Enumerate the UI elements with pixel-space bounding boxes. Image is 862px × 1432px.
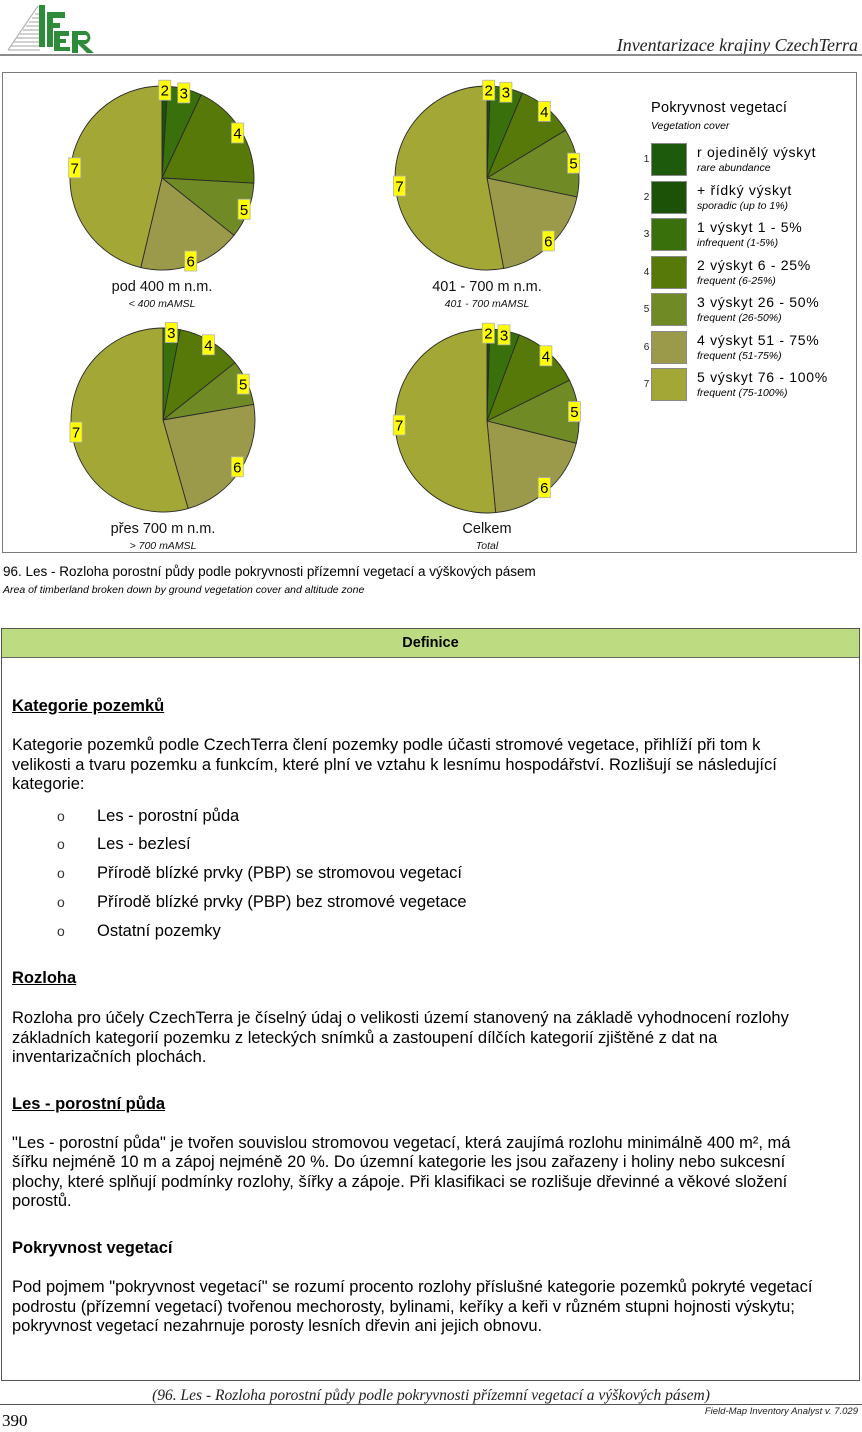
section-paragraph [12, 1134, 790, 1212]
section-heading: Rozloha [12, 968, 77, 987]
paragraph-line: inventarizačních plochách. [12, 1048, 207, 1066]
legend-label: 3 výskyt 26 - 50% [697, 294, 820, 310]
legend-title: Pokryvnost vegetací [651, 100, 788, 116]
paragraph-line: porostů. [12, 1192, 72, 1210]
section-paragraph [12, 1009, 789, 1068]
footer-divider [0, 1404, 862, 1405]
pie-chart [394, 80, 580, 270]
pie-slice-label [540, 346, 552, 366]
pie-slice-label [538, 478, 550, 498]
legend-number: 5 [643, 304, 650, 315]
legend-swatch [651, 368, 687, 401]
pie-slice-label [482, 323, 494, 343]
bullet-icon: o [57, 922, 65, 939]
pie-slice-label [568, 153, 580, 173]
pie-subtitle: > 700 mAMSL [129, 540, 197, 552]
pie-slice-label [231, 457, 243, 477]
list-item-text: Přírodě blízké prvky (PBP) bez stromové vegetace [97, 892, 467, 911]
legend-item [640, 218, 855, 254]
legend-label: r ojedinělý výskyt [697, 144, 817, 160]
legend-item [640, 368, 855, 404]
paragraph-line: Pod pojmem "pokryvnost vegetací" se rozumí procento rozlohy příslušné kategorie pozemků pokryté vegetací [12, 1278, 813, 1296]
paragraph-line: "Les - porostní půda" je tvořen souvislou stromovou vegetací, která zaujímá rozlohu minimálně 400 m², má [12, 1133, 791, 1152]
legend-item [640, 181, 855, 217]
pie-slice-label [70, 422, 82, 442]
pie-label-text: 2 [160, 82, 169, 100]
pie-slice-label [568, 402, 580, 422]
pie-label-text: 4 [233, 125, 242, 143]
legend-sublabel: rare abundance [697, 162, 771, 174]
bullet-icon: o [57, 807, 65, 824]
legend-swatch [651, 331, 687, 364]
section-heading: Les - porostní půda [12, 1094, 166, 1113]
pie-slice-label [178, 83, 190, 103]
figure-caption-english: Area of timberland broken down by ground vegetation cover and altitude zone [3, 584, 365, 596]
legend-sublabel: frequent (26-50%) [697, 312, 782, 324]
software-version: Field-Map Inventory Analyst v. 7.029 [704, 1406, 858, 1417]
legend-number: 3 [643, 229, 650, 240]
pie-slice-label [69, 158, 81, 178]
pie-slice-label [500, 82, 512, 102]
legend-swatch [651, 293, 687, 326]
legend-sublabel: frequent (6-25%) [697, 274, 776, 287]
paragraph-line: Rozloha pro účely CzechTerra je číselný údaj o velikosti území stanovený na základě vyhodnocení rozlohy [12, 1009, 789, 1027]
list-item-text: Les - bezlesí [97, 835, 191, 854]
pie-slice-label [393, 415, 405, 435]
legend-label: 1 výskyt 1 - 5% [697, 219, 803, 235]
legend-swatch [651, 143, 687, 176]
pie-slice-label [394, 176, 406, 196]
pie-slice [395, 329, 496, 513]
pie-label-text: 2 [484, 325, 493, 343]
pie-label-text: 5 [239, 201, 249, 219]
legend-item [640, 256, 855, 292]
legend-sublabel: infrequent (1-5%) [697, 237, 779, 249]
legend-swatch [651, 181, 687, 214]
section-paragraph [12, 736, 777, 795]
pie-chart [393, 323, 580, 513]
document-title: Inventarizace krajiny CzechTerra [616, 35, 858, 55]
pie-label-text: 7 [71, 424, 81, 442]
paragraph-line: základních kategorií pozemku z leteckých snímků a zastoupení dílčích kategorií zjištěné z dat na [12, 1028, 718, 1047]
pie-chart [70, 323, 255, 513]
pie-slice-label [538, 101, 550, 121]
pie-label-text: 4 [540, 103, 549, 121]
pie-label-text: 3 [499, 327, 509, 345]
legend-label: 4 výskyt 51 - 75% [697, 331, 820, 348]
pie-label-text: 4 [204, 337, 213, 355]
bullet-icon: o [57, 865, 65, 881]
legend-sublabel: frequent (75-100%) [697, 387, 788, 399]
page-number: 390 [2, 1411, 28, 1430]
footer-figure-reference: (96. Les - Rozloha porostní půdy podle pokryvnosti přízemní vegetací a výškových pásem) [152, 1387, 710, 1404]
pie-slice-label [498, 325, 510, 345]
legend-label: + řídký výskyt [697, 181, 792, 198]
pie-label-text: 3 [501, 84, 511, 102]
list-item-text: Ostatní pozemky [97, 921, 221, 940]
list-item-text: Přírodě blízké prvky (PBP) se stromovou vegetací [97, 864, 462, 882]
legend-number: 6 [643, 341, 650, 353]
pie-label-text: 5 [239, 376, 248, 394]
pie-title: přes 700 m n.m. [110, 521, 216, 537]
legend-swatch [651, 256, 687, 289]
legend-item [640, 143, 855, 179]
paragraph-line: plochy, které splňují podmínky rozlohy, šířky a zápoje. Při klasifikaci se rozlišuje dřevinné a věkové složení [12, 1172, 788, 1191]
pie-slice [395, 86, 504, 270]
pie-subtitle: 401 - 700 mAMSL [444, 298, 530, 310]
legend-label: 2 výskyt 6 - 25% [697, 256, 811, 273]
legend-sublabel: frequent (51-75%) [697, 349, 782, 362]
legend-swatch [651, 218, 687, 251]
section-paragraph [12, 1278, 812, 1337]
pie-label-text: 4 [541, 348, 551, 366]
pie-subtitle: < 400 mAMSL [128, 298, 196, 310]
pie-label-text: 6 [233, 459, 242, 477]
pie-subtitle: Total [475, 540, 499, 552]
pie-title: 401 - 700 m n.m. [432, 279, 542, 295]
pie-title: Celkem [462, 521, 512, 537]
legend-item [640, 293, 855, 329]
pie-label-text: 7 [395, 178, 404, 196]
pie-label-text: 6 [186, 253, 195, 271]
pie-slice-label [165, 323, 177, 343]
pie-slice-label [232, 123, 244, 143]
figure-caption: 96. Les - Rozloha porostní půdy podle pokryvnosti přízemní vegetací a výškových pásem [3, 564, 536, 579]
section-heading: Pokryvnost vegetací [12, 1238, 173, 1257]
legend-number: 2 [643, 191, 650, 203]
legend-item [640, 331, 855, 367]
pie-slice-label [483, 80, 495, 100]
legend-subtitle: Vegetation cover [651, 120, 730, 132]
paragraph-line: šířku nejméně 10 m a zápoj nejméně 20 %. Do územní kategorie les jsou zařazeny i holiny nebo sukcesní [12, 1153, 786, 1171]
legend-number: 4 [643, 266, 650, 278]
pie-label-text: 6 [540, 480, 549, 498]
paragraph-line: Kategorie pozemků podle CzechTerra člení pozemky podle účasti stromové vegetace, přihlíží při tom k [12, 736, 761, 754]
legend-sublabel: sporadic (up to 1%) [697, 199, 789, 212]
pie-title: pod 400 m n.m. [111, 279, 213, 295]
pie-slice-label [542, 231, 554, 251]
pie-label-text: 5 [569, 155, 578, 173]
pie-slice-label [159, 80, 171, 100]
bullet-icon: o [57, 893, 65, 910]
legend-label: 5 výskyt 76 - 100% [697, 369, 828, 385]
pie-label-text: 5 [570, 404, 579, 422]
legend-number: 7 [643, 379, 650, 390]
pie-slice-label [238, 199, 250, 219]
pie-slice-label [202, 335, 214, 355]
legend-number: 1 [643, 154, 650, 165]
pie-label-text: 6 [544, 233, 553, 251]
pie-label-text: 2 [484, 82, 493, 100]
pie-slice-label [237, 374, 249, 394]
paragraph-line: kategorie: [12, 775, 85, 793]
section-heading: Kategorie pozemků [12, 696, 165, 715]
pie-label-text: 3 [179, 85, 188, 103]
bullet-icon: o [57, 836, 65, 853]
pie-chart [69, 80, 254, 271]
definitions-header: Definice [2, 629, 859, 658]
list-item-text: Les - porostní půda [97, 806, 240, 825]
pie-label-text: 7 [70, 160, 79, 178]
paragraph-line: velikosti a tvaru pozemku a funkcím, které plní ve vztahu k lesnímu hospodářství. Rozlišují se následující [12, 755, 777, 774]
pie-label-text: 7 [395, 417, 404, 435]
paragraph-line: pokryvnost vegetací nezahrnuje porosty lesních dřevin ani jejich obnovu. [12, 1317, 543, 1335]
pie-slice-label [185, 251, 197, 271]
pie-label-text: 3 [167, 325, 176, 342]
paragraph-line: podrostu (přízemní vegetací) tvořenou mechorosty, bylinami, keříky a keři v různém stupni hojnosti výskytu; [12, 1297, 795, 1316]
